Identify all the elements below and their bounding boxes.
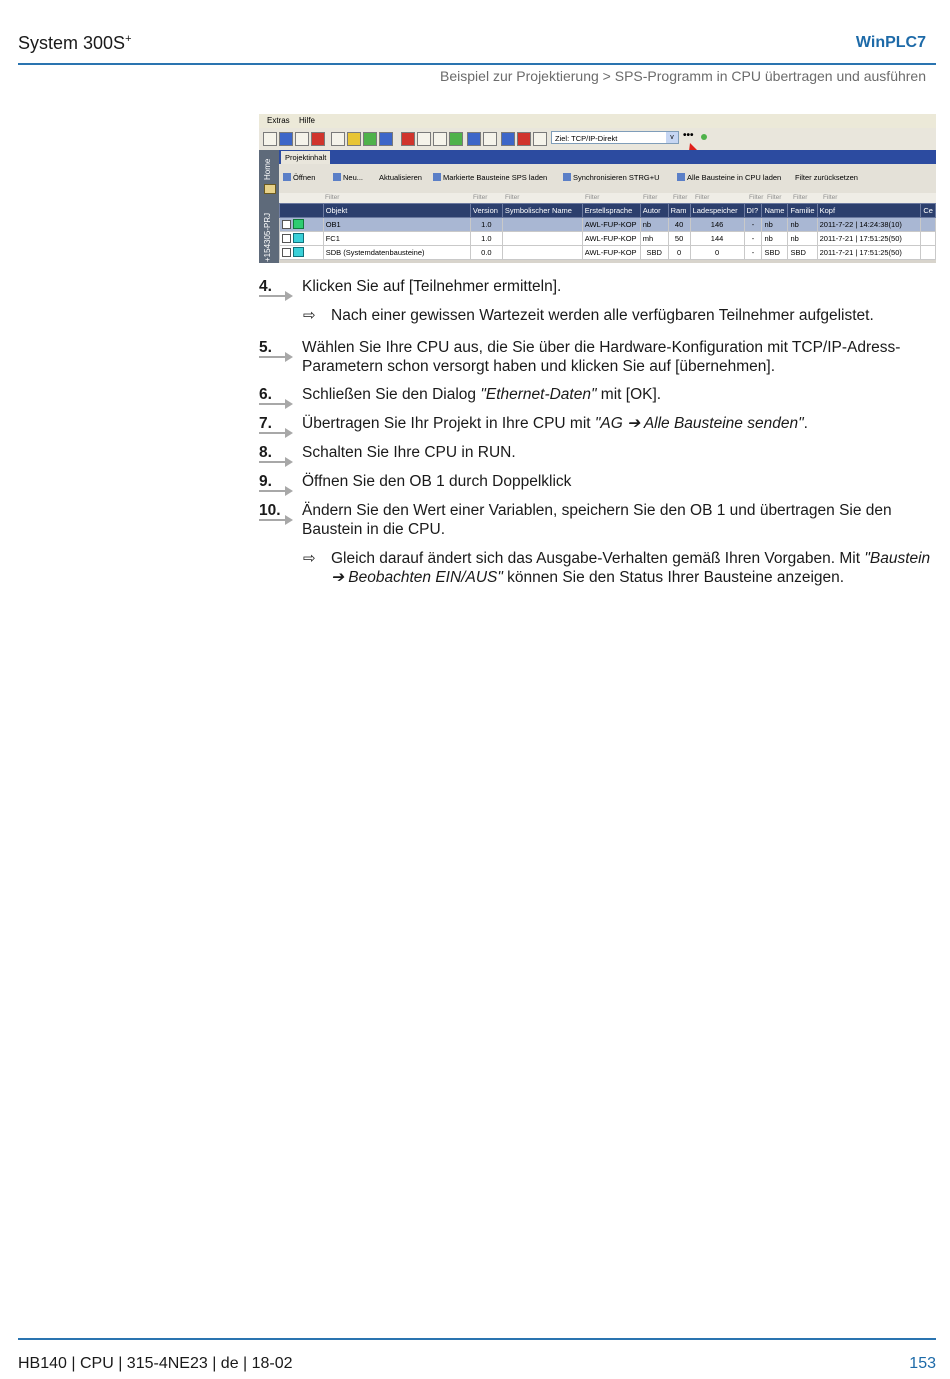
cell-name: SBD [762,246,788,260]
result-text: Gleich darauf ändert sich das Ausgabe-Verhalten gemäß Ihren Vorgaben. Mit "Baustein ➔ Beobachten EIN/AUS" können Sie den Status Ihrer Bausteine anzeigen. [331,550,931,586]
sidebar [259,150,279,263]
column-header[interactable]: Symbolischer Name [502,204,582,218]
cell-autor: nb [640,218,668,232]
refresh-button[interactable]: Aktualisieren [379,173,422,182]
cell-lade: 146 [690,218,744,232]
step-number: 10. [259,501,293,520]
table-row[interactable] [280,218,936,232]
cell-symbol [502,218,582,232]
filter-label[interactable]: Filter [695,194,710,201]
result-arrow-icon: ⇨ [303,307,316,324]
cell-objekt: SDB (Systemdatenbausteine) [323,246,470,260]
cell-sprache: AWL-FUP-KOP [582,218,640,232]
table-row[interactable] [280,246,936,260]
result-text: Nach einer gewissen Wartezeit werden alle verfügbaren Teilnehmer aufgelistet. [331,307,874,324]
cell-version: 0.0 [470,246,502,260]
filter-label[interactable]: Filter [505,194,520,201]
folder-icon [264,184,276,194]
new-button[interactable]: Neu... [333,173,363,182]
cell-familie: nb [788,218,817,232]
cell-familie: SBD [788,246,817,260]
filter-label[interactable]: Filter [325,194,340,201]
step-number: 7. [259,414,293,433]
step-text: Öffnen Sie den OB 1 durch Doppelklick [302,473,572,490]
filter-label[interactable]: Filter [673,194,688,201]
sidebar-project[interactable]: +154305-PRJ [263,212,272,262]
reset-filter-button[interactable]: Filter zurücksetzen [795,173,858,182]
cell-di: - [744,246,762,260]
header-rule [18,63,936,65]
page-number: 153 [909,1355,936,1372]
column-header-select [280,204,324,218]
cell-autor: SBD [640,246,668,260]
step-text: Klicken Sie auf [Teilnehmer ermitteln]. [302,278,562,295]
checkbox[interactable] [282,220,291,229]
column-header[interactable]: Ce [921,204,936,218]
step-text: Übertragen Sie Ihr Projekt in Ihre CPU mit "AG ➔ Alle Bausteine senden". [302,415,808,432]
filter-label[interactable]: Filter [585,194,600,201]
row-select-cell [280,232,324,246]
cell-autor: mh [640,232,668,246]
cell-name: nb [762,218,788,232]
column-header[interactable]: Ladespeicher [690,204,744,218]
cell-version: 1.0 [470,232,502,246]
load-all-button[interactable]: Alle Bausteine in CPU laden [677,173,781,182]
column-header[interactable]: Familie [788,204,817,218]
step-text: Ändern Sie den Wert einer Variablen, speichern Sie den OB 1 und übertragen Sie den Baustein in die CPU. [302,502,892,538]
result-arrow-icon: ⇨ [303,550,316,567]
cell-ce [921,218,936,232]
column-header[interactable]: Ram [668,204,690,218]
step-number: 4. [259,277,293,296]
panel-tab-bar [279,150,936,164]
cell-objekt: OB1 [323,218,470,232]
filter-label[interactable]: Filter [793,194,808,201]
cell-ram: 50 [668,232,690,246]
cell-di: - [744,232,762,246]
cell-ce [921,232,936,246]
cell-symbol [502,246,582,260]
tab-projektinhalt[interactable]: Projektinhalt [281,151,330,164]
footer-doc-id: HB140 | CPU | 315-4NE23 | de | 18-02 [18,1355,293,1372]
block-icon [293,219,304,229]
block-icon [293,233,304,243]
filter-label[interactable]: Filter [643,194,658,201]
cell-lade: 0 [690,246,744,260]
checkbox[interactable] [282,234,291,243]
cell-kopf: 2011-7-21 | 17:51:25(50) [817,232,921,246]
row-select-cell [280,218,324,232]
step-text: Schließen Sie den Dialog "Ethernet-Daten" mit [OK]. [302,386,662,403]
cell-sprache: AWL-FUP-KOP [582,246,640,260]
document-title: System 300S+ [18,33,132,53]
winplc7-screenshot [259,114,936,263]
cell-ce [921,246,936,260]
download-icon [677,173,685,181]
cell-name: nb [762,232,788,246]
action-bar [279,164,936,193]
cell-familie: nb [788,232,817,246]
step-text: Schalten Sie Ihre CPU in RUN. [302,444,516,461]
filter-label[interactable]: Filter [823,194,838,201]
cell-kopf: 2011-7-22 | 14:24:38(10) [817,218,921,232]
cell-version: 1.0 [470,218,502,232]
open-button[interactable]: Öffnen [283,173,315,182]
target-select[interactable]: Ziel: TCP/IP-Direkt v [551,131,679,144]
column-header[interactable]: Erstellsprache [582,204,640,218]
sync-icon [563,173,571,181]
menu-item-extras[interactable]: Extras [267,116,290,125]
cell-symbol [502,232,582,246]
table-header-row [280,204,936,218]
cell-sprache: AWL-FUP-KOP [582,232,640,246]
filter-label[interactable]: Filter [473,194,488,201]
step-number: 5. [259,338,293,357]
footer-rule [18,1338,936,1340]
sidebar-home[interactable]: Home [263,158,272,180]
step-number: 6. [259,385,293,404]
load-selected-button[interactable]: Markierte Bausteine SPS laden [433,173,547,182]
sync-button[interactable]: Synchronisieren STRG+U [563,173,660,182]
breadcrumb: Beispiel zur Projektierung > SPS-Programm in CPU übertragen und ausführen [440,68,926,84]
block-icon [293,247,304,257]
ethernet-settings-button[interactable]: ••• [683,130,694,141]
chevron-down-icon[interactable]: v [666,132,678,143]
column-header[interactable]: DI? [744,204,762,218]
step-number: 9. [259,472,293,491]
step-number: 8. [259,443,293,462]
column-header[interactable]: Name [762,204,788,218]
filter-row [279,193,936,203]
column-header[interactable]: Objekt [323,204,470,218]
filter-label[interactable]: Filter [749,194,764,201]
cell-di: - [744,218,762,232]
brand-label: WinPLC7 [855,34,926,51]
column-header[interactable]: Kopf [817,204,921,218]
new-icon [333,173,341,181]
menu-item-hilfe[interactable]: Hilfe [299,116,316,125]
arrow-icon [433,173,441,181]
checkbox[interactable] [282,248,291,257]
block-table [279,203,936,260]
cell-ram: 40 [668,218,690,232]
cell-lade: 144 [690,232,744,246]
cell-ram: 0 [668,246,690,260]
filter-label[interactable]: Filter [767,194,782,201]
cell-objekt: FC1 [323,232,470,246]
column-header[interactable]: Version [470,204,502,218]
open-folder-icon [283,173,291,181]
table-row[interactable] [280,232,936,246]
column-header[interactable]: Autor [640,204,668,218]
cell-kopf: 2011-7-21 | 17:51:25(50) [817,246,921,260]
row-select-cell [280,246,324,260]
step-text: Wählen Sie Ihre CPU aus, die Sie über die Hardware-Konfiguration mit TCP/IP-Adress-Parametern schon versorgt haben und klicken Sie auf [übernehmen]. [302,339,901,375]
